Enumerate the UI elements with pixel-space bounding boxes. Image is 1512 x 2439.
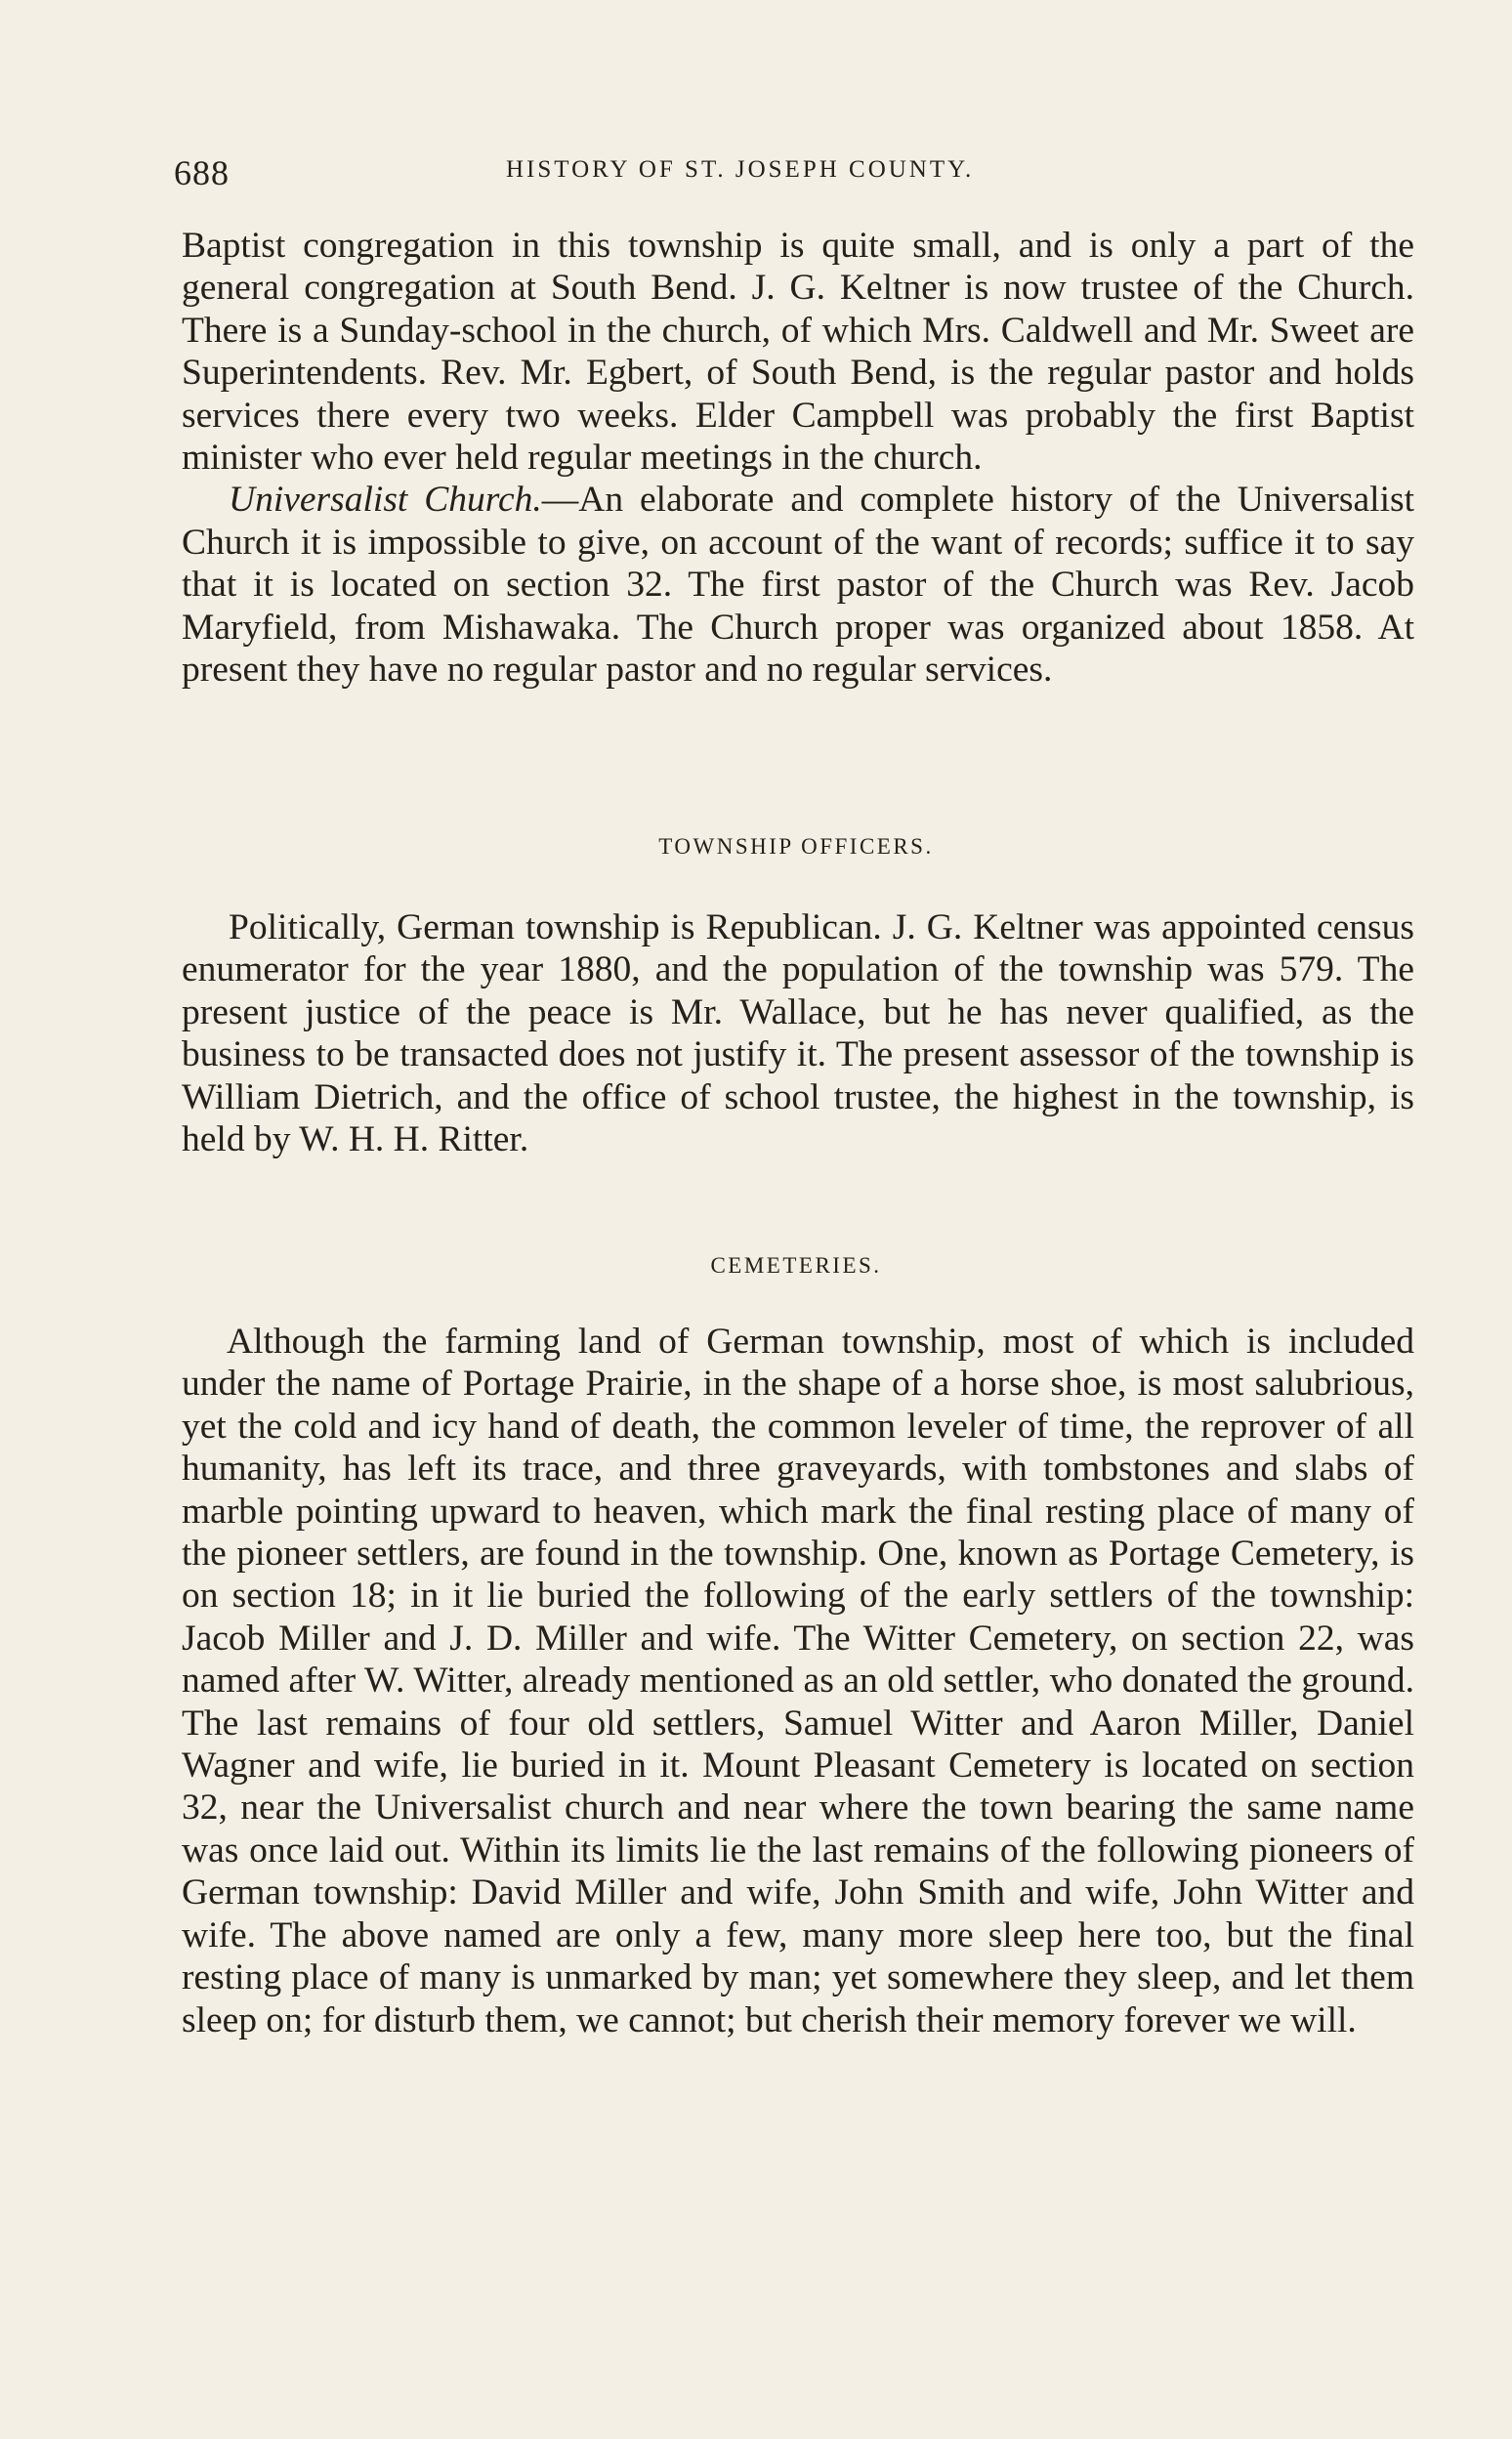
universalist-paragraph — [182, 479, 1414, 691]
opening-paragraphs — [182, 225, 1414, 691]
cemeteries-section — [182, 1321, 1414, 2041]
page-number: 688 — [174, 153, 230, 192]
cemeteries-heading: CEMETERIES. — [710, 1253, 882, 1278]
baptist-paragraph: Baptist congregation in this township is quite small, and is only a part of the general congregation at South Bend. J. G. Keltner is now trustee of the Church. There is a Sunday-school in the church, of which Mrs. Caldwell and Mr. Sweet are Superintendents. Rev. Mr. Egbert, of South Bend, is the regular pastor and holds services there every two weeks. Elder Campbell was probably the first Baptist minister who ever held regular meetings in the church. — [182, 226, 1414, 479]
page-header — [174, 145, 1424, 203]
township-officers-paragraph: Politically, German township is Republican. J. G. Keltner was appointed census enumerator for the year 1880, and the population of the township was 579. The present justice of the peace is Mr. Wallace, but he has never qualified, as the business to be transacted does not justify it. The present assessor of the township is William Dietrich, and the office of school trustee, the highest in the township, is held by W. H. H. Ritter. — [182, 907, 1414, 1160]
township-officers-heading: TOWNSHIP OFFICERS. — [658, 834, 934, 859]
running-title: HISTORY OF ST. JOSEPH COUNTY. — [506, 156, 975, 183]
universalist-text: —An elaborate and complete history of the Universalist Church it is impossible to give, on account of the want of records; suffice it to say that it is located on section 32. The first pastor of the Church was Rev. Jacob Maryfield, from Mishawaka. The Church proper was organized about 1858. At present they have no regular pastor and no regular services. — [182, 480, 1414, 691]
township-officers-section — [182, 906, 1414, 1160]
cemeteries-paragraph: Although the farming land of German township, most of which is included under the name of Portage Prairie, in the shape of a horse shoe, is most salubrious, yet the cold and icy hand of death, the common leveler of time, the reprover of all humanity, has left its trace, and three graveyards, with tombstones and slabs of marble pointing upward to heaven, which mark the final resting place of many of the pioneer settlers, are found in the township. One, known as Portage Cemetery, is on section 18; in it lie buried the following of the early settlers of the township: Jacob Miller and J. D. Miller and wife. The Witter Cemetery, on section 22, was named after W. Witter, already mentioned as an old settler, who donated the ground. The last remains of four old settlers, Samuel Witter and Aaron Miller, Daniel Wagner and wife, lie buried in it. Mount Pleasant Cemetery is located on section 32, near the Universalist church and near where the town bearing the same name was once laid out. Within its limits lie the last remains of the following pioneers of German township: David Miller and wife, John Smith and wife, John Witter and wife. The above named are only a few, many more sleep here too, but the final resting place of many is unmarked by man; yet somewhere they sleep, and let them sleep on; for disturb them, we cannot; but cherish their memory forever we will. — [182, 1322, 1414, 2040]
universalist-run-in-heading: Universalist Church. — [229, 480, 542, 521]
